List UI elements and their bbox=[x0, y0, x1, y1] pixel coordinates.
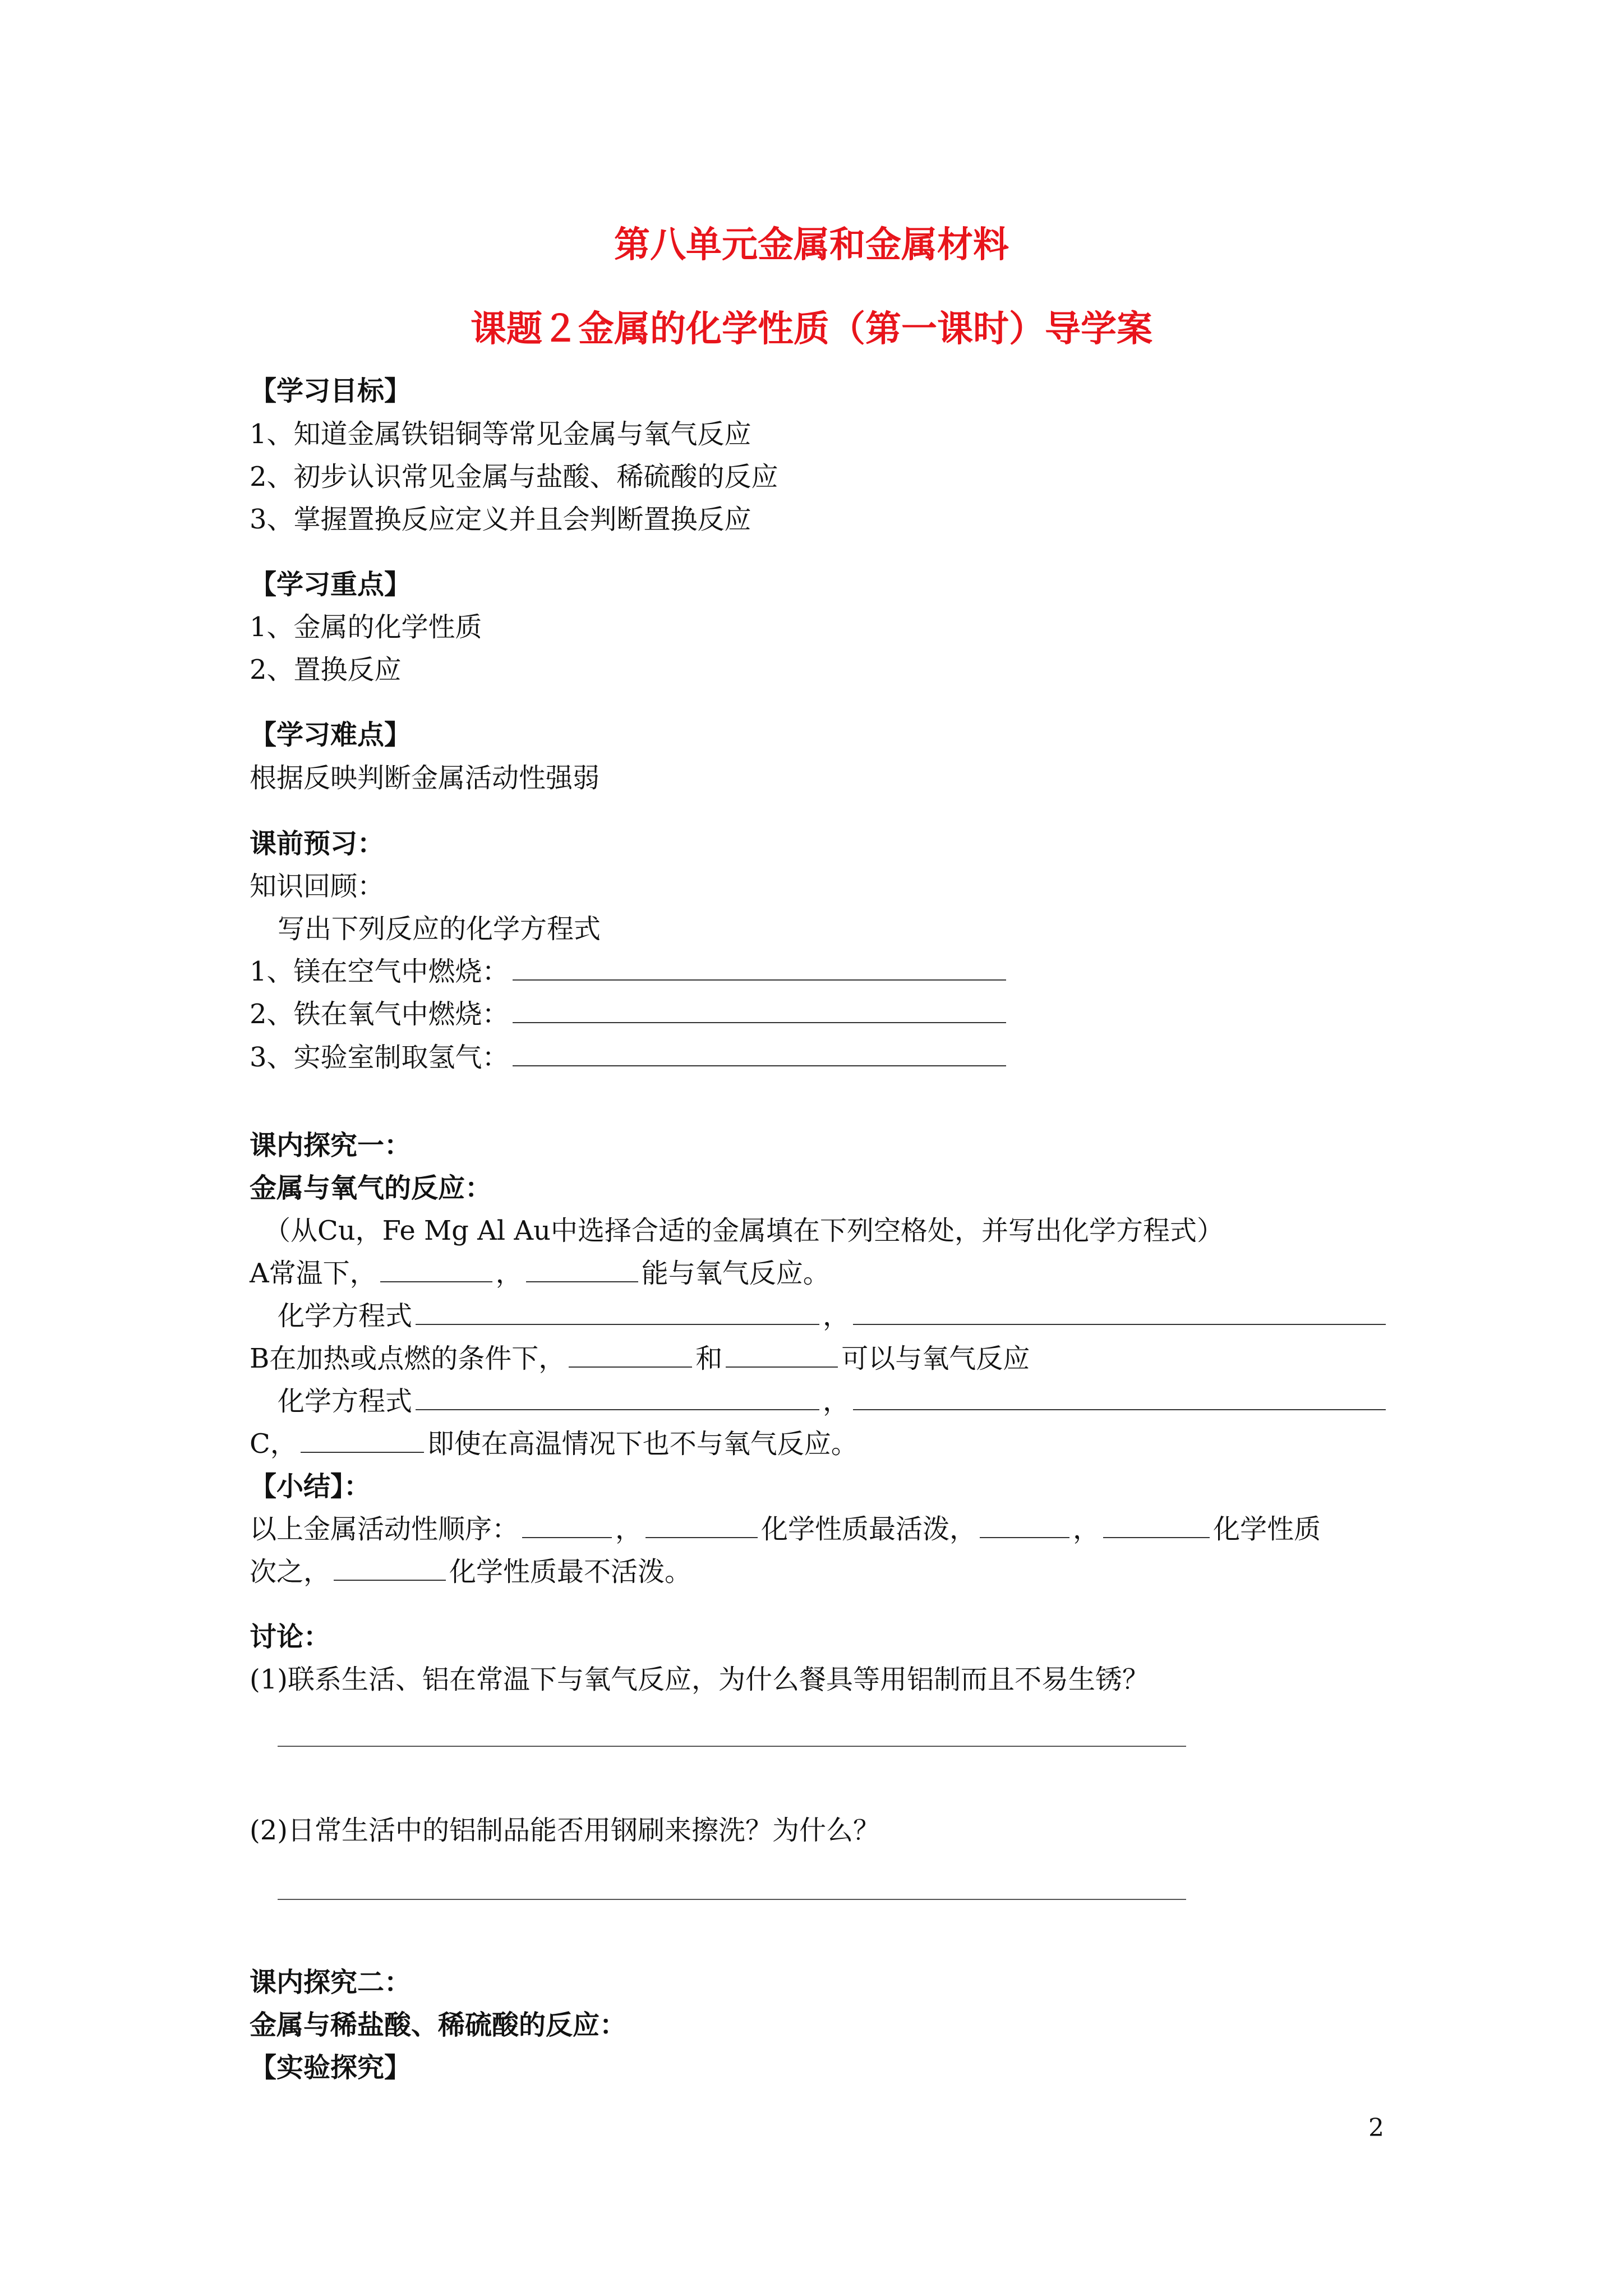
objective-item: 3、掌握置换反应定义并且会判断置换反应 bbox=[250, 504, 751, 535]
line-text: ， bbox=[495, 1258, 523, 1289]
answer-blank[interactable] bbox=[853, 1299, 1386, 1325]
line-text: ， bbox=[823, 1300, 850, 1332]
line-text: 和 bbox=[695, 1343, 723, 1374]
explore1-equation-a bbox=[278, 1299, 1389, 1333]
difficulty-heading: 【学习难点】 bbox=[250, 719, 412, 751]
discussion-question-1: (1)联系生活、铝在常温下与氧气反应，为什么餐具等用铝制而且不易生锈？ bbox=[250, 1664, 1149, 1695]
answer-blank[interactable] bbox=[513, 1041, 1006, 1066]
answer-blank[interactable] bbox=[569, 1342, 692, 1368]
line-text: ， bbox=[1073, 1513, 1100, 1545]
answer-blank[interactable] bbox=[980, 1512, 1069, 1538]
experiment-heading: 【实验探究】 bbox=[250, 2052, 412, 2083]
question-text: 1、镁在空气中燃烧： bbox=[250, 956, 509, 987]
discussion-question-2: (2)日常生活中的铝制品能否用钢刷来擦洗？为什么？ bbox=[250, 1815, 880, 1846]
answer-blank[interactable] bbox=[513, 955, 1006, 981]
page-number: 2 bbox=[1368, 2114, 1384, 2142]
preview-review: 知识回顾： bbox=[250, 871, 385, 902]
line-text: 化学方程式 bbox=[278, 1386, 413, 1417]
explore1-line-c bbox=[250, 1427, 858, 1461]
answer-line[interactable] bbox=[278, 1899, 1186, 1900]
explore2-topic: 金属与稀盐酸、稀硫酸的反应： bbox=[250, 2009, 627, 2041]
answer-blank[interactable] bbox=[334, 1555, 446, 1581]
line-text: 化学性质最不活泼。 bbox=[449, 1556, 692, 1588]
explore1-equation-b bbox=[278, 1384, 1389, 1418]
line-text: ， bbox=[615, 1513, 643, 1545]
answer-blank[interactable] bbox=[526, 1257, 638, 1282]
answer-blank[interactable] bbox=[301, 1427, 424, 1453]
answer-line[interactable] bbox=[278, 1746, 1186, 1747]
objective-item: 1、知道金属铁铝铜等常见金属与氧气反应 bbox=[250, 418, 751, 450]
line-text: ， bbox=[823, 1386, 850, 1417]
line-text: 次之， bbox=[250, 1556, 331, 1588]
summary-line-2 bbox=[250, 1555, 691, 1589]
answer-blank[interactable] bbox=[522, 1512, 612, 1538]
line-text: 以上金属活动性顺序： bbox=[250, 1513, 519, 1545]
answer-blank[interactable] bbox=[853, 1384, 1386, 1410]
line-text: C， bbox=[250, 1428, 297, 1460]
discussion-heading: 讨论： bbox=[250, 1621, 331, 1653]
line-text: 化学性质最活泼， bbox=[761, 1513, 977, 1545]
line-text: 化学方程式 bbox=[278, 1300, 413, 1332]
objective-item: 2、初步认识常见金属与盐酸、稀硫酸的反应 bbox=[250, 461, 778, 493]
answer-blank[interactable] bbox=[513, 997, 1006, 1023]
page-subtitle: 课题２金属的化学性质（第一课时）导学案 bbox=[471, 309, 1152, 350]
explore1-heading: 课内探究一： bbox=[250, 1130, 412, 1161]
answer-blank[interactable] bbox=[416, 1384, 819, 1410]
key-point-item: 1、金属的化学性质 bbox=[250, 611, 482, 643]
line-text: A常温下， bbox=[250, 1258, 377, 1289]
answer-blank[interactable] bbox=[416, 1299, 819, 1325]
objectives-heading: 【学习目标】 bbox=[250, 375, 412, 407]
explore1-line-b bbox=[250, 1342, 1030, 1375]
line-text: 即使在高温情况下也不与氧气反应。 bbox=[427, 1428, 858, 1460]
preview-question-3 bbox=[250, 1041, 1009, 1074]
answer-blank[interactable] bbox=[380, 1257, 492, 1282]
explore2-heading: 课内探究二： bbox=[250, 1967, 412, 1998]
answer-blank[interactable] bbox=[726, 1342, 838, 1368]
key-point-item: 2、置换反应 bbox=[250, 654, 402, 685]
preview-question-2 bbox=[250, 997, 1009, 1031]
line-text: 化学性质 bbox=[1213, 1513, 1321, 1545]
preview-question-1 bbox=[250, 955, 1009, 988]
line-text: B在加热或点燃的条件下， bbox=[250, 1343, 566, 1374]
summary-heading: 【小结】： bbox=[250, 1471, 371, 1502]
difficulty-text: 根据反映判断金属活动性强弱 bbox=[250, 762, 600, 794]
question-text: 3、实验室制取氢气： bbox=[250, 1042, 509, 1073]
preview-instruction: 写出下列反应的化学方程式 bbox=[278, 913, 601, 945]
line-text: 能与氧气反应。 bbox=[641, 1258, 830, 1289]
page-title: 第八单元金属和金属材料 bbox=[614, 224, 1009, 266]
answer-blank[interactable] bbox=[1103, 1512, 1210, 1538]
explore1-topic: 金属与氧气的反应： bbox=[250, 1172, 492, 1204]
explore1-line-a bbox=[250, 1257, 830, 1290]
answer-blank[interactable] bbox=[645, 1512, 758, 1538]
explore1-instruction: （从Cu，Fe Mg Al Au中选择合适的金属填在下列空格处，并写出化学方程式） bbox=[264, 1215, 1224, 1246]
summary-line-1 bbox=[250, 1512, 1321, 1546]
preview-heading: 课前预习： bbox=[250, 828, 385, 859]
question-text: 2、铁在氧气中燃烧： bbox=[250, 999, 509, 1030]
line-text: 可以与氧气反应 bbox=[841, 1343, 1030, 1374]
key-points-heading: 【学习重点】 bbox=[250, 569, 412, 600]
